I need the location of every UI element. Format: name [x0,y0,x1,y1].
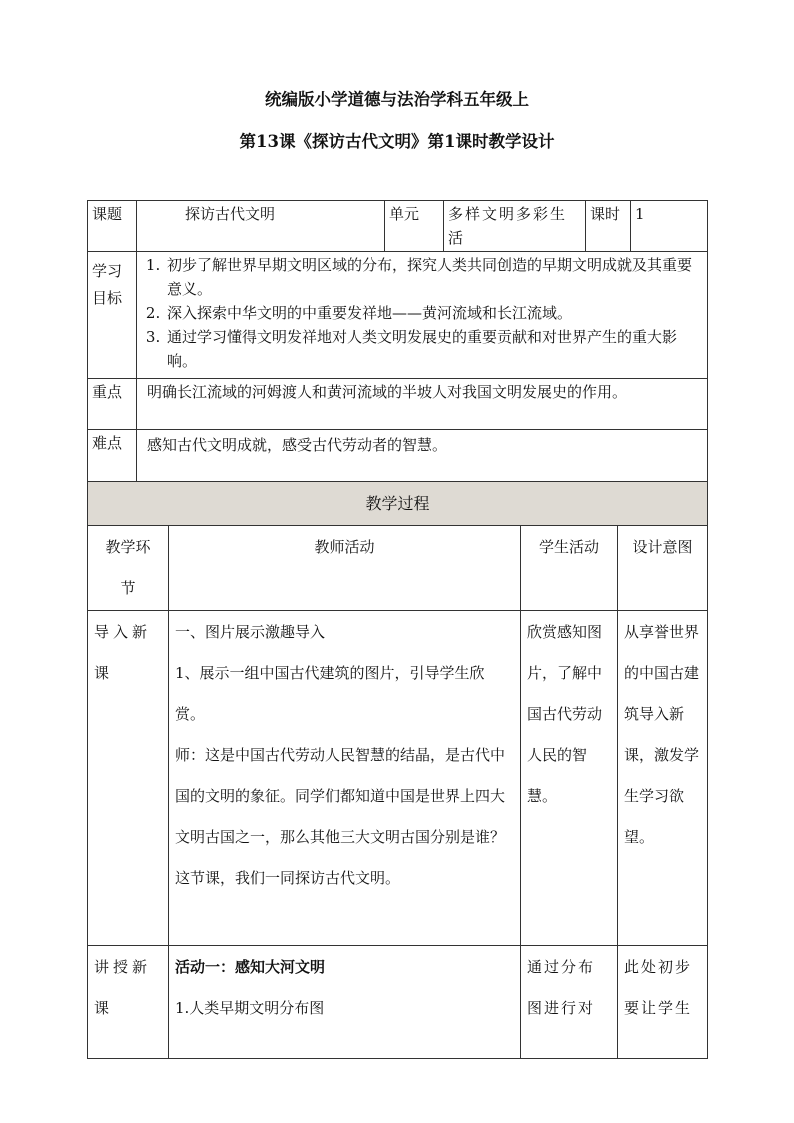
goals-row [88,252,708,379]
student-activity-cell: 欣赏感知图片，了解中国古代劳动人民的智慧。 [521,611,618,946]
teacher-activity-cell [169,946,521,1059]
unit-label: 单元 [385,201,444,252]
stage-cell: 导入新课 [88,611,169,946]
process-heading: 教学过程 [88,482,708,526]
goal-item: 2. 深入探索中华文明的中重要发祥地——黄河流域和长江流域。 [165,301,701,325]
key-value: 明确长江流域的河姆渡人和黄河流域的半坡人对我国文明发展史的作用。 [137,379,708,430]
lesson-row [88,201,708,252]
process-row-intro [88,611,708,946]
design-intent-cell: 从享誉世界的中国古建筑导入新课，激发学生学习欲望。 [618,611,708,946]
teacher-activity-line: 师：这是中国古代劳动人民智慧的结晶，是古代中国的文明的象征。同学们都知道中国是世界上四大文明古国之一，那么其他三大文明古国分别是谁？这节课，我们一同探访古代文明。 [175,746,506,887]
difficulty-label: 难点 [88,430,137,482]
process-heading-row [88,482,708,526]
teacher-activity-line: 一、图片展示激趣导入 [175,623,326,641]
goals-label: 学习目标 [88,252,137,379]
design-intent-cell: 此处初步要让学生 [618,946,708,1059]
unit-value: 多样文明多彩生活 [444,201,586,252]
difficulty-value: 感知古代文明成就，感受古代劳动者的智慧。 [137,430,708,482]
period-label: 课时 [586,201,631,252]
goals-cell [137,252,708,379]
teacher-activity-line: 1.人类早期文明分布图 [175,999,325,1017]
key-row [88,379,708,430]
teacher-activity-line: 1、展示一组中国古代建筑的图片，引导学生欣赏。 [175,664,485,723]
column-header-intent: 设计意图 [618,526,708,611]
column-header-teacher: 教师活动 [169,526,521,611]
goal-item: 3. 通过学习懂得文明发祥地对人类文明发展史的重要贡献和对世界产生的重大影响。 [165,325,701,373]
period-value: 1 [631,201,708,252]
lesson-label: 课题 [88,201,137,252]
teacher-activity-line: 活动一：感知大河文明 [175,958,326,976]
process-row-new-lesson [88,946,708,1059]
difficulty-row [88,430,708,482]
goal-item: 1. 初步了解世界早期文明区域的分布，探究人类共同创造的早期文明成就及其重要意义。 [165,253,701,301]
lesson-value: 探访古代文明 [137,201,385,252]
teaching-process-table [87,481,708,1059]
student-activity-cell: 通过分布图进行对 [521,946,618,1059]
teacher-activity-cell [169,611,521,946]
lesson-title: 第13课《探访古代文明》第1课时教学设计 [239,132,555,151]
process-header-row [88,526,708,611]
column-header-stage: 教学环节 [88,526,169,611]
stage-cell: 讲授新课 [88,946,169,1059]
column-header-student: 学生活动 [521,526,618,611]
key-label: 重点 [88,379,137,430]
document-title: 统编版小学道德与法治学科五年级上 [265,90,529,109]
lesson-info-table [87,200,708,482]
